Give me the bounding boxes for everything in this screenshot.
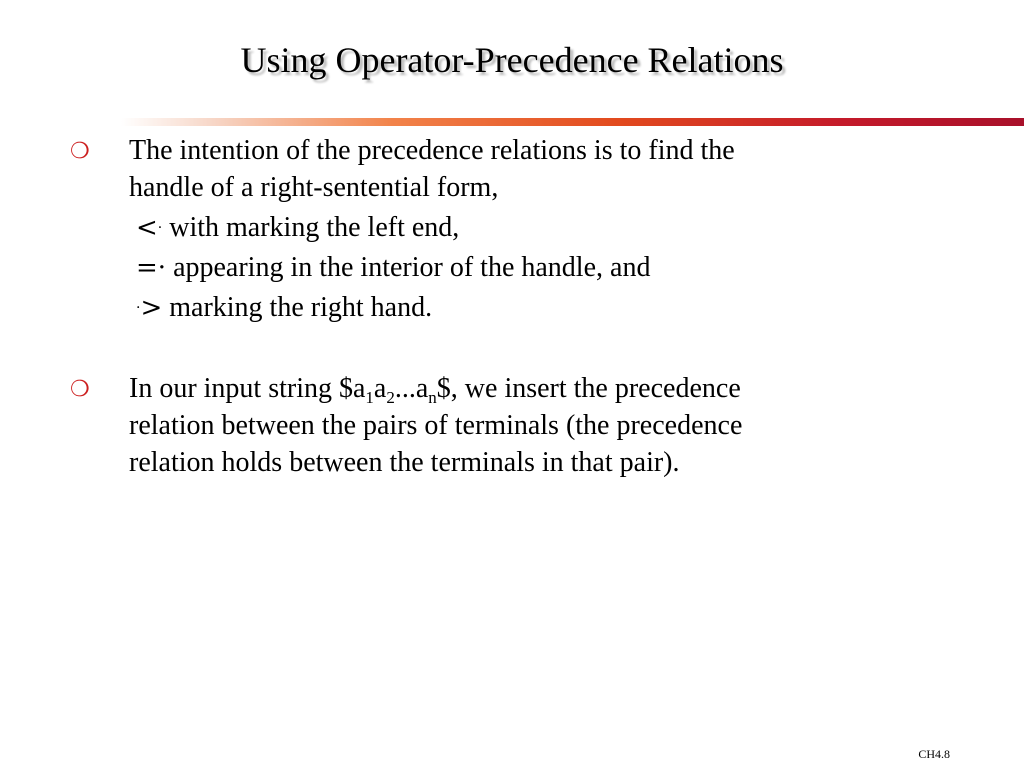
slide-title: Using Operator-Precedence Relations: [240, 40, 784, 80]
relation-equal-line: [136, 250, 650, 286]
subscript-n: n: [428, 388, 437, 407]
relation-greater-than-line: [136, 290, 432, 326]
equal-symbol: =·: [136, 253, 167, 283]
title-divider: [121, 118, 1024, 126]
relation-greater-than-text: marking the right hand.: [162, 292, 433, 323]
bullet-1-line-1: The intention of the precedence relations is to find the: [129, 135, 735, 166]
bullet-1-line-2: handle of a right-sentential form,: [129, 172, 499, 203]
subscript-2: 2: [386, 388, 395, 407]
relation-less-than-line: [136, 210, 459, 246]
bullet-2-line-3: relation holds between the terminals in that pair).: [129, 447, 680, 478]
bullet-2-line-2: relation between the pairs of terminals (the precedence: [129, 410, 743, 441]
greater-than-symbol: ·>: [136, 293, 163, 323]
bullet-marker-2: ❍: [70, 377, 90, 402]
relation-less-than-text: with marking the left end,: [162, 212, 460, 243]
equal-dot: ·: [157, 253, 167, 283]
bullet-2-line-1: In our input string $\$a_1a_2...a_n\$$, we insert the precedence: [129, 373, 741, 407]
greater-than-dot: ·: [136, 300, 141, 316]
relation-equal-text: appearing in the interior of the handle, and: [166, 252, 651, 283]
subscript-1: 1: [365, 388, 374, 407]
slide-number-footer: CH4.8: [918, 747, 950, 761]
less-than-dot: ·: [157, 220, 163, 236]
bullet-marker-1: ❍: [70, 139, 90, 164]
less-than-symbol: <·: [136, 213, 163, 243]
